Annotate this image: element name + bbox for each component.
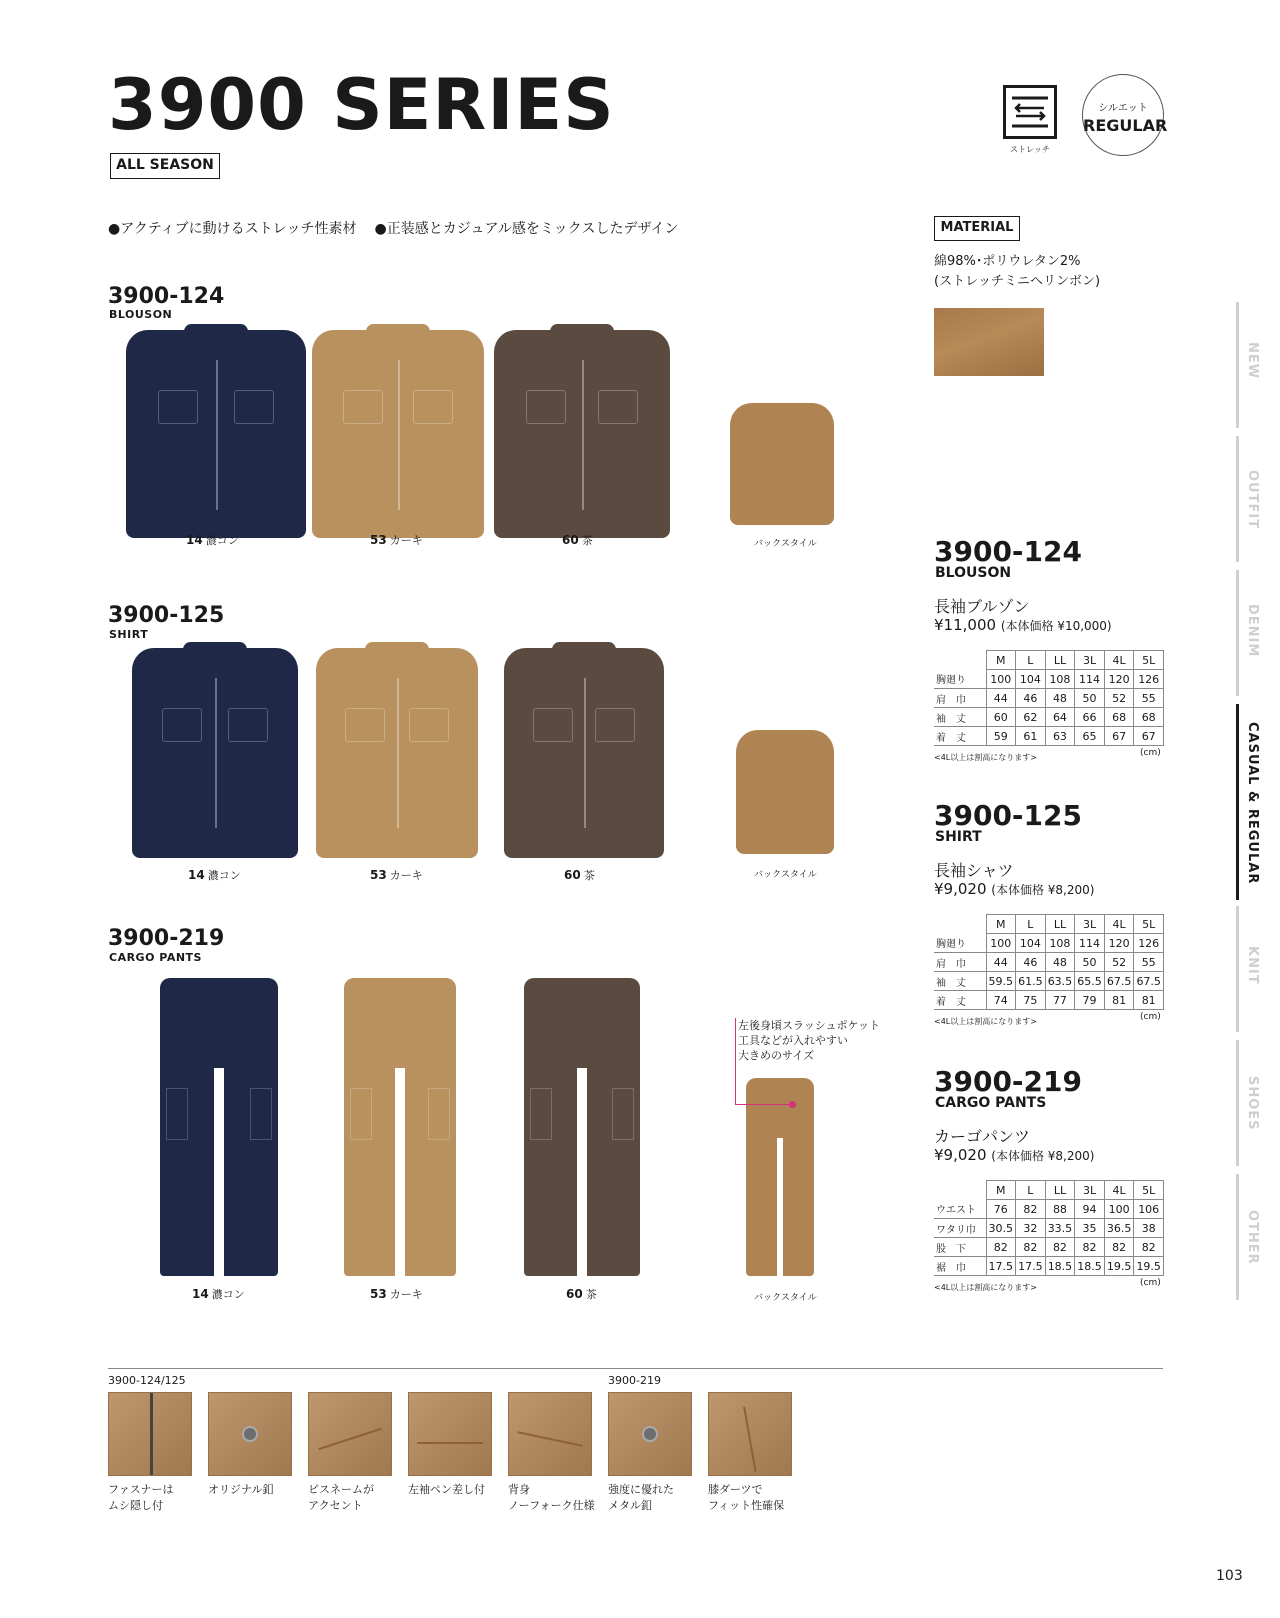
spec-type: SHIRT — [935, 829, 982, 845]
chest-pocket — [595, 708, 635, 742]
spec-price: ¥11,000 (本体価格 ¥10,000) — [934, 616, 1112, 634]
blouson-navy-image — [126, 330, 306, 538]
sidenav-label: OUTFIT — [1245, 470, 1260, 530]
sidenav-label: KNIT — [1245, 946, 1260, 985]
detail-image-button — [208, 1392, 292, 1476]
seam — [743, 1407, 756, 1472]
spec-price: ¥9,020 (本体価格 ¥8,200) — [934, 880, 1095, 898]
zipper — [582, 360, 584, 510]
detail-image-metal-button — [608, 1392, 692, 1476]
annotation-dot — [789, 1101, 796, 1108]
pants-type: CARGO PANTS — [109, 951, 202, 964]
chest-pocket — [345, 708, 385, 742]
blouson-code: 3900-124 — [108, 284, 225, 309]
chest-pocket — [162, 708, 202, 742]
chest-pocket — [234, 390, 274, 424]
detail-caption: ファスナーは ムシ隠し付 — [108, 1483, 174, 1512]
zipper — [398, 360, 400, 510]
sidenav-bar — [1236, 436, 1239, 562]
silhouette-value: REGULAR — [1083, 116, 1168, 135]
detail-image-zipper — [108, 1392, 192, 1476]
spec-name-jp: カーゴパンツ — [934, 1127, 1031, 1146]
sidenav-bar — [1236, 1174, 1239, 1300]
sidenav-item-outfit[interactable] — [1236, 436, 1258, 566]
spec-price: ¥9,020 (本体価格 ¥8,200) — [934, 1146, 1095, 1164]
color-label: 53 カーキ — [370, 1287, 423, 1301]
annotation-leader — [735, 1018, 736, 1104]
blouson-brown-image — [494, 330, 670, 538]
back-style-label: バックスタイル — [754, 1293, 817, 1303]
cargo-pocket — [530, 1088, 552, 1140]
seam — [518, 1431, 583, 1447]
color-label: 60 茶 — [562, 533, 593, 547]
spec-name-jp: 長袖ブルゾン — [934, 597, 1030, 616]
placket — [215, 678, 217, 828]
detail-caption: 左袖ペン差し付 — [408, 1483, 485, 1496]
seam — [318, 1428, 381, 1450]
sidenav-bar — [1236, 704, 1239, 900]
sidenav-label: NEW — [1245, 342, 1260, 380]
chest-pocket — [598, 390, 638, 424]
pants-khaki-image — [344, 978, 456, 1276]
leg-gap — [577, 1068, 587, 1276]
spec-code: 3900-124 — [934, 535, 1082, 568]
spec-name-jp: 長袖シャツ — [934, 861, 1014, 880]
color-label: 14 濃コン — [188, 868, 241, 882]
cargo-pocket — [428, 1088, 450, 1140]
pants-back-image — [746, 1078, 814, 1276]
spec-code: 3900-219 — [934, 1065, 1082, 1098]
spec-code: 3900-125 — [934, 799, 1082, 832]
chest-pocket — [409, 708, 449, 742]
cargo-pocket — [250, 1088, 272, 1140]
color-label: 14 濃コン — [186, 533, 239, 547]
collar — [366, 324, 430, 354]
sidenav-bar — [1236, 302, 1239, 428]
blouson-type: BLOUSON — [109, 308, 173, 321]
spec-type: CARGO PANTS — [935, 1095, 1047, 1111]
shirt-code: 3900-125 — [108, 603, 225, 628]
sidenav-item-new[interactable] — [1236, 302, 1258, 432]
button — [242, 1426, 258, 1442]
leg-gap — [395, 1068, 405, 1276]
stretch-arrows-icon — [1003, 85, 1057, 139]
size-table: M L LL 3L 4L 5L 胸廻り 100 104 108 114 120 126 肩 巾 44 46 48 50 52 55 袖 丈 59.5 61.5 63.5 65.5 67.5 67.5 着 丈 74 75 77 79 81 81 — [934, 914, 1164, 1010]
collar — [552, 642, 616, 672]
sidenav-label: OTHER — [1245, 1210, 1260, 1265]
size-note: <4L以上は割高になります> — [934, 1283, 1037, 1292]
pants-brown-image — [524, 978, 640, 1276]
material-composition: 綿98%･ポリウレタン2% — [934, 254, 1081, 269]
page-number: 103 — [1216, 1568, 1243, 1584]
color-label: 53 カーキ — [370, 868, 423, 882]
annotation-line: 大きめのサイズ — [738, 1049, 815, 1062]
detail-image-pen-pocket — [408, 1392, 492, 1476]
annotation-line: 工具などが入れやすい — [738, 1034, 848, 1047]
sidenav-bar — [1236, 906, 1239, 1032]
material-weave: (ストレッチミニヘリンボン) — [934, 274, 1101, 289]
size-note: <4L以上は割高になります> — [934, 1017, 1037, 1026]
annotation-leader — [735, 1104, 793, 1105]
sidenav-label: CASUAL & REGULAR — [1245, 722, 1260, 885]
detail-caption: 強度に優れた メタル釦 — [608, 1483, 674, 1512]
button — [642, 1426, 658, 1442]
shirt-type: SHIRT — [109, 628, 149, 641]
silhouette-badge — [1082, 74, 1168, 156]
detail-caption: オリジナル釦 — [208, 1483, 274, 1496]
detail-image-back — [508, 1392, 592, 1476]
zipper — [150, 1393, 153, 1475]
back-style-label: バックスタイル — [754, 539, 817, 549]
silhouette-caption: シルエット — [1098, 103, 1148, 114]
cargo-pocket — [612, 1088, 634, 1140]
leg-gap — [214, 1068, 224, 1276]
season-badge: ALL SEASON — [110, 153, 220, 179]
seam — [417, 1442, 483, 1444]
leg-gap — [777, 1138, 783, 1276]
fabric-swatch — [934, 308, 1044, 376]
chest-pocket — [413, 390, 453, 424]
shirt-brown-image — [504, 648, 664, 858]
spec-type: BLOUSON — [935, 565, 1012, 581]
shirt-navy-image — [132, 648, 298, 858]
placket — [397, 678, 399, 828]
chest-pocket — [343, 390, 383, 424]
feature-item: ●正装感とカジュアル感をミックスしたデザイン — [374, 221, 679, 237]
detail-group-label: 3900-219 — [608, 1374, 661, 1387]
color-label: 14 濃コン — [192, 1287, 245, 1301]
sidenav-item-denim[interactable] — [1236, 570, 1258, 700]
material-badge: MATERIAL — [934, 216, 1020, 241]
size-unit: (cm) — [1140, 1278, 1161, 1288]
detail-group-label: 3900-124/125 — [108, 1374, 186, 1387]
size-table: M L LL 3L 4L 5L 胸廻り 100 104 108 114 120 126 肩 巾 44 46 48 50 52 55 袖 丈 60 62 64 66 68 68 着 丈 59 61 63 65 67 67 — [934, 650, 1164, 746]
blouson-back-image — [730, 403, 834, 525]
color-label: 53 カーキ — [370, 533, 423, 547]
feature-list — [108, 218, 679, 238]
sidenav-label: DENIM — [1245, 604, 1260, 658]
shirt-back-image — [736, 730, 834, 854]
stretch-label: ストレッチ — [1010, 145, 1050, 154]
blouson-khaki-image — [312, 330, 484, 538]
detail-image-pisname — [308, 1392, 392, 1476]
size-unit: (cm) — [1140, 748, 1161, 758]
cargo-pocket — [166, 1088, 188, 1140]
sidenav-bar — [1236, 1040, 1239, 1166]
detail-caption: 膝ダーツで フィット性確保 — [708, 1483, 785, 1512]
size-note: <4L以上は割高になります> — [934, 753, 1037, 762]
sidenav-item-shoes[interactable] — [1236, 1040, 1258, 1170]
collar — [184, 324, 248, 354]
feature-item: ●アクティブに動けるストレッチ性素材 — [108, 221, 357, 237]
pocket-annotation — [738, 1018, 880, 1063]
shirt-khaki-image — [316, 648, 478, 858]
zipper — [216, 360, 218, 510]
chest-pocket — [228, 708, 268, 742]
sidenav-label: SHOES — [1245, 1076, 1260, 1131]
back-style-label: バックスタイル — [754, 870, 817, 880]
detail-caption: 背身 ノーフォーク仕様 — [508, 1483, 595, 1512]
size-unit: (cm) — [1140, 1012, 1161, 1022]
size-table: M L LL 3L 4L 5L ウエスト 76 82 88 94 100 106 ワタリ巾 30.5 32 33.5 35 36.5 38 股 下 82 82 82 82 82 82 裾 巾 17.5 17.5 18.5 18.5 19.5 19.5 — [934, 1180, 1164, 1276]
sidenav-bar — [1236, 570, 1239, 696]
cargo-pocket — [350, 1088, 372, 1140]
sidenav-item-other[interactable] — [1236, 1174, 1258, 1304]
color-label: 60 茶 — [564, 868, 595, 882]
sidenav-item-knit[interactable] — [1236, 906, 1258, 1036]
detail-caption: ピスネームが アクセント — [308, 1483, 374, 1512]
pants-code: 3900-219 — [108, 926, 225, 951]
placket — [584, 678, 586, 828]
annotation-line: 左後身頃スラッシュポケット — [738, 1019, 881, 1032]
sidenav-item-casual-regular[interactable] — [1236, 704, 1258, 902]
divider — [108, 1368, 1163, 1369]
series-title: 3900 SERIES — [108, 64, 615, 146]
collar — [550, 324, 614, 354]
chest-pocket — [158, 390, 198, 424]
pants-navy-image — [160, 978, 278, 1276]
chest-pocket — [526, 390, 566, 424]
collar — [365, 642, 429, 672]
chest-pocket — [533, 708, 573, 742]
detail-image-knee-dart — [708, 1392, 792, 1476]
collar — [183, 642, 247, 672]
color-label: 60 茶 — [566, 1287, 597, 1301]
